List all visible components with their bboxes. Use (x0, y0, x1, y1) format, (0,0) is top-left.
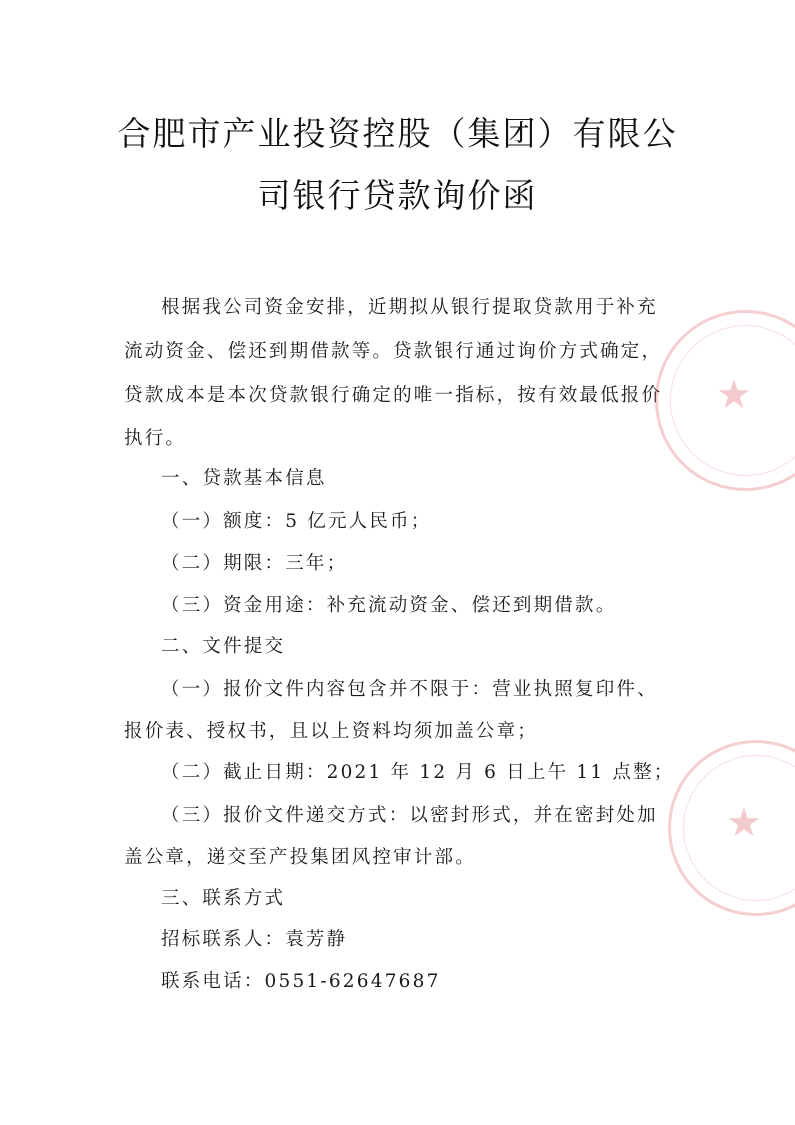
paragraph-intro-line-2: 流动资金、偿还到期借款等。贷款银行通过询价方式确定， (124, 341, 663, 362)
section-heading-loan-info: 一、贷款基本信息 (161, 468, 327, 489)
loan-term-line: （二）期限：三年； (161, 553, 348, 574)
paragraph-intro-line-4: 执行。 (124, 428, 187, 449)
submission-method-line-2: 盖公章，递交至产投集团风控审计部。 (124, 847, 476, 868)
company-seal-stamp-secondary (668, 740, 795, 916)
company-seal-stamp (655, 310, 795, 491)
seal-star-icon: ★ (716, 372, 752, 418)
submission-method-line-1: （三）报价文件递交方式：以密封形式，并在密封处加 (161, 805, 658, 826)
seal-inner-ring (670, 325, 795, 476)
file-content-line-1: （一）报价文件内容包含并不限于：营业执照复印件、 (161, 679, 658, 700)
loan-amount-line: （一）额度：5 亿元人民币； (161, 511, 432, 532)
contact-person-line: 招标联系人：袁芳静 (161, 929, 348, 950)
paragraph-intro-line-3: 贷款成本是本次贷款银行确定的唯一指标，按有效最低报价 (124, 385, 663, 406)
section-heading-file-submission: 二、文件提交 (161, 636, 286, 657)
contact-phone-line: 联系电话：0551-62647687 (161, 971, 441, 992)
seal-inner-ring (683, 755, 795, 901)
deadline-line: （二）截止日期：2021 年 12 月 6 日上午 11 点整； (161, 762, 675, 783)
loan-purpose-line: （三）资金用途：补充流动资金、偿还到期借款。 (161, 595, 617, 616)
paragraph-intro-line-1: 根据我公司资金安排，近期拟从银行提取贷款用于补充 (161, 297, 658, 318)
section-heading-contact: 三、联系方式 (161, 888, 286, 909)
document-title-line-2: 司银行贷款询价函 (257, 176, 538, 215)
file-content-line-2: 报价表、授权书，且以上资料均须加盖公章； (124, 721, 539, 742)
document-title-line-1: 合肥市产业投资控股（集团）有限公 (117, 114, 678, 153)
seal-star-icon: ★ (726, 800, 762, 846)
